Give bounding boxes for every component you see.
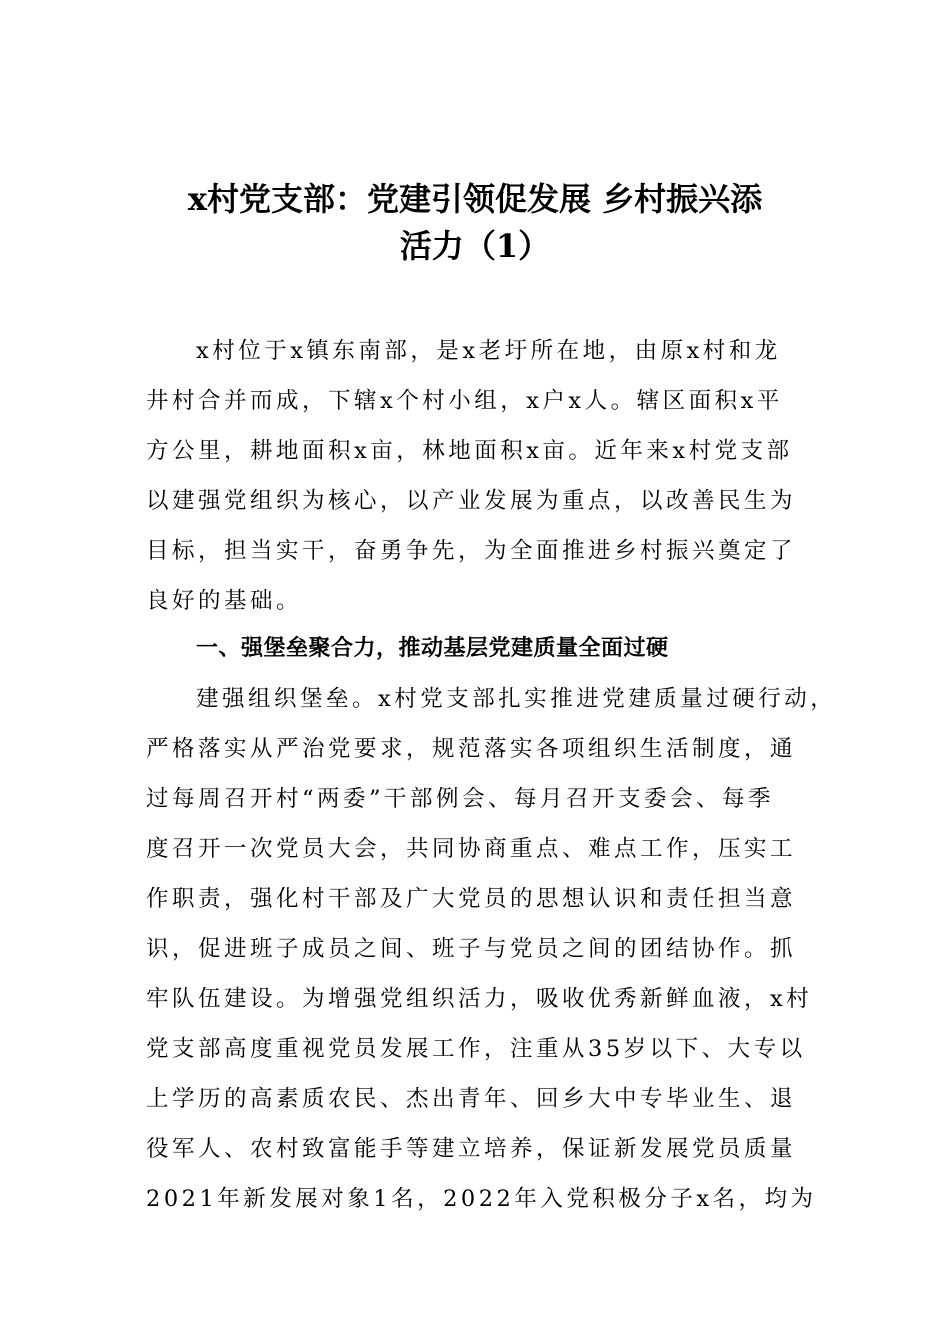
body-line: 度召开一次党员大会，共同协商重点、难点工作，压实工 — [146, 836, 797, 862]
body-line: 作职责，强化村干部及广大党员的思想认识和责任担当意 — [146, 886, 797, 912]
document-title-line-2: 活力（1） — [399, 227, 551, 265]
intro-line: 目标，担当实干，奋勇争先，为全面推进乡村振兴奠定了 — [146, 538, 797, 564]
document-title-line-1: x村党支部：党建引领促发展 乡村振兴添 — [187, 180, 763, 218]
section-heading: 一、强堡垒聚合力，推动基层党建质量全面过硬 — [196, 636, 669, 661]
body-line: 建强组织堡垒。x村党支部扎实推进党建质量过硬行动， — [196, 686, 837, 712]
intro-line: 方公里，耕地面积x亩，林地面积x亩。近年来x村党支部 — [146, 438, 793, 464]
intro-line: x村位于x镇东南部，是x老圩所在地，由原x村和龙 — [196, 338, 781, 364]
body-line: 上学历的高素质农民、杰出青年、回乡大中专毕业生、退 — [146, 1086, 797, 1112]
body-line: 识，促进班子成员之间、班子与党员之间的团结协作。抓 — [146, 936, 797, 962]
intro-line: 井村合并而成，下辖x个村小组，x户x人。辖区面积x平 — [146, 388, 783, 414]
body-line: 过每周召开村“两委”干部例会、每月召开支委会、每季 — [146, 786, 775, 812]
body-line: 牢队伍建设。为增强党组织活力，吸收优秀新鲜血液，x村 — [146, 986, 813, 1012]
intro-line: 以建强党组织为核心，以产业发展为重点，以改善民生为 — [146, 488, 797, 514]
body-line: 严格落实从严治党要求，规范落实各项组织生活制度，通 — [146, 736, 797, 762]
intro-line: 良好的基础。 — [146, 588, 303, 614]
body-line: 党支部高度重视党员发展工作，注重从35岁以下、大专以 — [146, 1036, 806, 1062]
body-line: 2021年新发展对象1名，2022年入党积极分子x名，均为 — [146, 1186, 817, 1212]
body-line: 役军人、农村致富能手等建立培养，保证新发展党员质量 — [146, 1136, 797, 1162]
